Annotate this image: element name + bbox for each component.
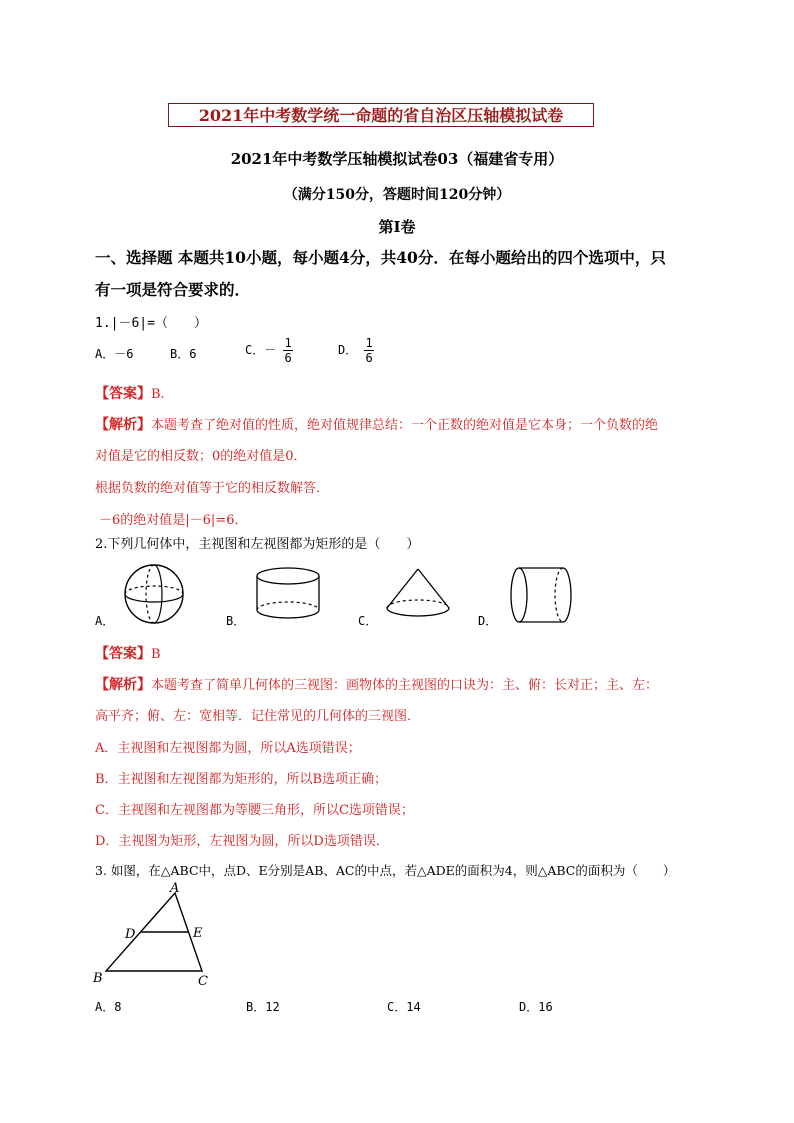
vertex-label-a: A <box>170 881 180 896</box>
q1-option-d-numerator: 1 <box>365 336 373 350</box>
part-heading: 第Ⅰ卷 <box>378 218 416 236</box>
q3-option-b: B．12 <box>246 1000 280 1014</box>
page-title: 2021年中考数学压轴模拟试卷03（福建省专用） <box>230 150 564 168</box>
q1-analysis-line-2: 对值是它的相反数；0的绝对值是0． <box>95 449 307 464</box>
q2-stem: 2.下列几何体中，主视图和左视图都为矩形的是（ ） <box>95 537 420 552</box>
cylinder-figure <box>250 566 326 622</box>
q1-answer-value: B. <box>151 387 165 402</box>
q2-analysis-line-2: 高平齐；俯、左：宽相等．记住常见的几何体的三视图． <box>95 709 421 724</box>
q2-answer-value: B <box>151 647 161 662</box>
section-intro-line-1: 一、选择题 本题共10小题，每小题4分，共40分．在每小题给出的四个选项中，只 <box>95 248 666 267</box>
q1-option-c-prefix: C．－ <box>245 343 277 357</box>
q2-option-c-label: C． <box>358 614 378 628</box>
q2-explain-a: A．主视图和左视图都为圆，所以A选项错误； <box>95 741 361 756</box>
q2-analysis-text-1: 本题考查了简单几何体的三视图：画物体的主视图的口诀为：主、俯：长对正；主、左： <box>151 678 659 693</box>
q1-option-c-fraction <box>283 336 292 365</box>
triangle-figure <box>88 880 228 990</box>
point-label-d: D <box>125 927 136 942</box>
q2-explain-b: B．主视图和左视图都为矩形的，所以B选项正确； <box>95 772 388 787</box>
q2-answer <box>95 643 161 663</box>
exam-info: （满分150分，答题时间120分钟） <box>283 187 511 203</box>
q2-explain-c: C．主视图和左视图都为等腰三角形，所以C选项错误； <box>95 803 414 818</box>
q1-option-d-fraction <box>364 336 373 365</box>
q1-analysis-text-1: 本题考查了绝对值的性质，绝对值规律总结：一个正数的绝对值是它本身；一个负数的绝 <box>151 418 659 433</box>
exam-series-banner: 2021年中考数学统一命题的省自治区压轴模拟试卷 <box>168 103 594 127</box>
lying-cylinder-figure <box>505 564 577 626</box>
q1-option-a: A．－6 <box>95 347 134 361</box>
q2-option-b-label: B． <box>226 614 246 628</box>
q1-option-c <box>245 336 293 365</box>
q1-analysis-line-4: －6的绝对值是|－6|=6． <box>99 513 248 528</box>
q2-explain-d: D．主视图为矩形，左视图为圆，所以D选项错误． <box>95 834 389 849</box>
q2-analysis-label: 【解析】 <box>95 677 151 693</box>
q2-analysis-line-1 <box>95 674 658 694</box>
q2-option-d-label: D． <box>478 614 498 628</box>
q3-option-d: D．16 <box>519 1000 553 1014</box>
cone-figure <box>380 566 456 622</box>
q1-option-c-numerator: 1 <box>284 336 292 350</box>
vertex-label-b: B <box>93 971 103 986</box>
point-label-e: E <box>193 926 203 941</box>
q1-option-d-prefix: D． <box>338 343 358 357</box>
q1-stem: 1.|－6|=（ ） <box>95 316 207 331</box>
q1-option-d-denominator: 6 <box>365 351 373 365</box>
q1-analysis-line-3: 根据负数的绝对值等于它的相反数解答． <box>95 481 330 496</box>
q1-option-b: B．6 <box>170 347 197 361</box>
section-intro-line-2: 有一项是符合要求的． <box>95 280 251 299</box>
q3-option-a: A．8 <box>95 1000 122 1014</box>
q2-answer-label: 【答案】 <box>95 646 151 662</box>
q1-analysis-label: 【解析】 <box>95 417 151 433</box>
q1-answer-label: 【答案】 <box>95 386 151 402</box>
q1-analysis-line-1 <box>95 414 658 434</box>
q1-option-c-denominator: 6 <box>284 351 292 365</box>
q3-option-c: C．14 <box>387 1000 421 1014</box>
q1-answer <box>95 383 165 403</box>
q2-option-a-label: A． <box>95 614 115 628</box>
q1-option-d <box>338 336 374 365</box>
vertex-label-c: C <box>198 974 208 989</box>
q3-stem: 3. 如图，在△ABC中，点D、E分别是AB、AC的中点，若△ADE的面积为4，则△ABC的面积为（ ） <box>95 863 676 878</box>
sphere-figure <box>120 562 190 628</box>
